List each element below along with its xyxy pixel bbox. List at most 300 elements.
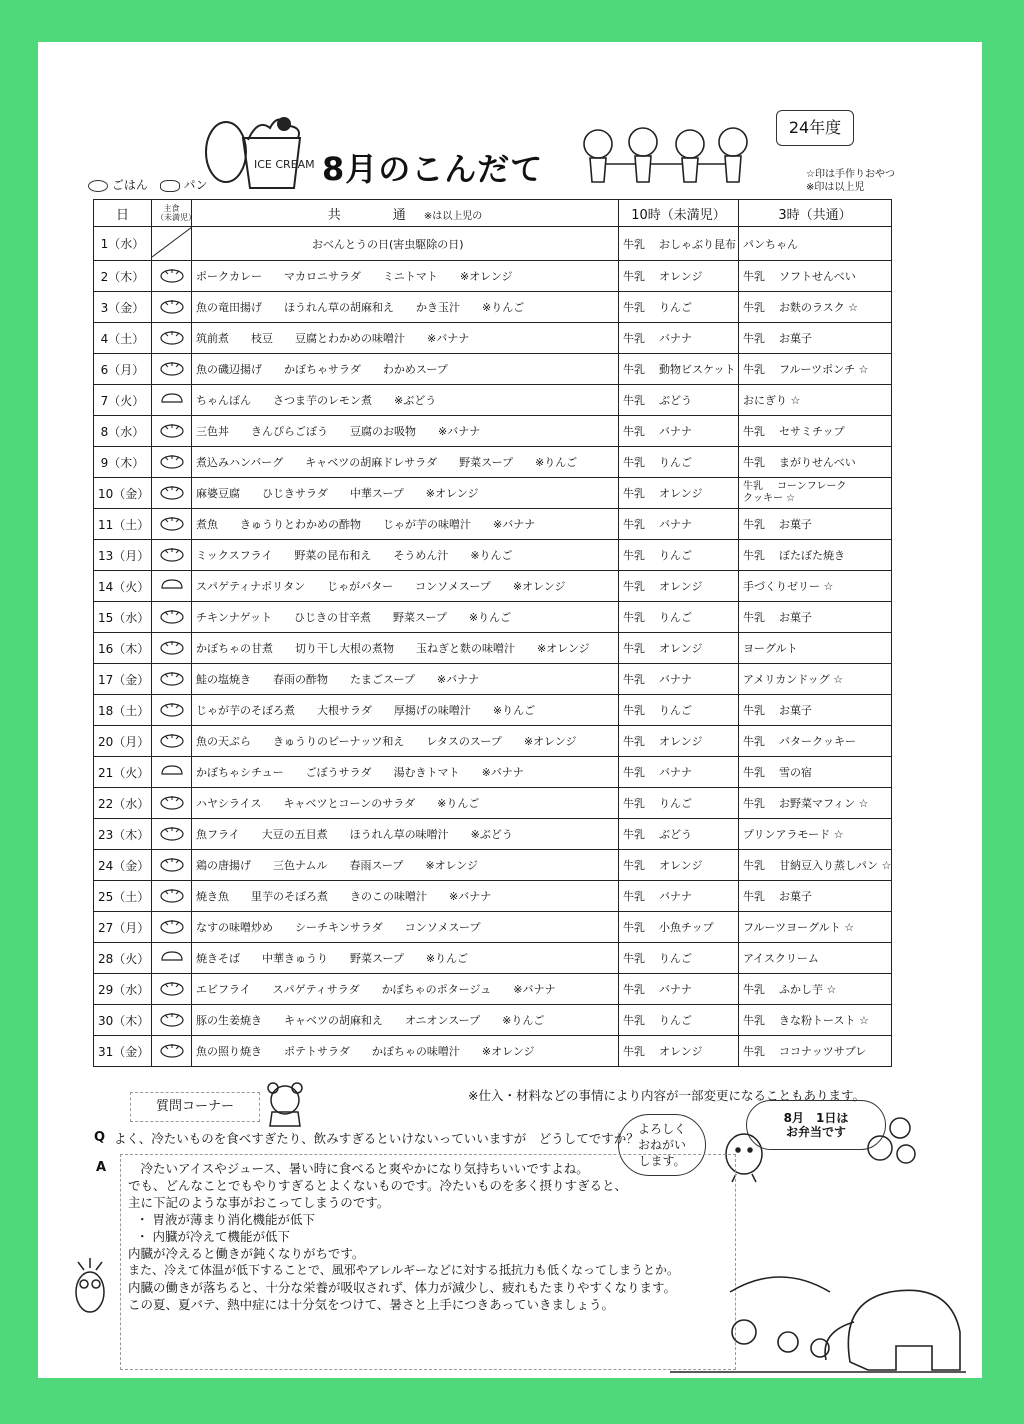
rice-icon <box>159 514 185 532</box>
row-staple <box>152 1005 192 1036</box>
change-notice: ※仕入・材料などの事情により内容が一部変更になることもあります。 <box>468 1088 865 1103</box>
snack-item: 牛乳 <box>623 952 645 965</box>
menu-sheet <box>38 42 982 1378</box>
dish: 野菜スープ <box>350 952 404 965</box>
snack-item: りんご <box>659 952 692 965</box>
snack-item: バナナ <box>659 673 692 686</box>
snack-item: 牛乳 <box>623 983 645 996</box>
row-10am-snack <box>619 509 739 540</box>
row-3pm-snack <box>739 726 892 757</box>
row-3pm-snack <box>739 788 892 819</box>
row-date: 6（月） <box>94 354 152 385</box>
dish: きゅうりとわかめの酢物 <box>240 518 361 531</box>
row-staple <box>152 974 192 1005</box>
snack-item: 牛乳 <box>743 1045 765 1058</box>
snack-item: 牛乳 <box>623 270 645 283</box>
dish: 豚の生姜焼き <box>196 1014 262 1027</box>
dish: かぼちゃの味噌汁 <box>371 1045 460 1058</box>
snack-item: ふかし芋 ☆ <box>779 983 837 996</box>
row-staple <box>152 943 192 974</box>
snack-item: お野菜マフィン ☆ <box>779 797 869 810</box>
rice-icon <box>159 607 185 625</box>
row-staple <box>152 416 192 447</box>
row-staple <box>152 788 192 819</box>
a-label: A <box>96 1160 107 1175</box>
row-date: 17（金） <box>94 664 152 695</box>
row-common-menu <box>192 540 619 571</box>
snack-item: りんご <box>659 1014 692 1027</box>
dish: かぼちゃのポタージュ <box>381 983 492 996</box>
snack-item: お菓子 <box>779 890 812 903</box>
row-common-menu <box>192 943 619 974</box>
row-10am-snack <box>619 788 739 819</box>
dish: じゃがバター <box>327 580 394 593</box>
greeting-bubble: よろしく おねがい します。 <box>618 1114 706 1176</box>
row-3pm-snack <box>739 974 892 1005</box>
row-3pm-snack <box>739 1005 892 1036</box>
rice-icon <box>159 359 185 377</box>
snack-item: ココナッツサブレ <box>779 1045 867 1058</box>
row-common-menu <box>192 664 619 695</box>
dish: 春雨の酢物 <box>273 673 328 686</box>
header-common: 共 通 ※は以上児の <box>192 200 619 227</box>
snack-item: りんご <box>659 549 692 562</box>
snack-item: クッキー ☆ <box>743 493 796 504</box>
menu-table <box>93 199 892 1067</box>
snack-item: お麩のラスク ☆ <box>779 301 859 314</box>
no-staple-slash-icon <box>152 227 192 257</box>
dish: 筑前煮 <box>196 332 229 345</box>
row-10am-snack <box>619 943 739 974</box>
dish: ※オレンジ <box>425 859 479 872</box>
rice-icon <box>159 917 185 935</box>
snack-item: ぶどう <box>659 394 692 407</box>
snack-item: アイスクリーム <box>743 952 819 965</box>
snack-item: プリンアラモード ☆ <box>743 828 844 841</box>
row-staple <box>152 757 192 788</box>
row-date: 18（土） <box>94 695 152 726</box>
dish: エビフライ <box>196 983 251 996</box>
snack-item: きな粉トースト ☆ <box>779 1014 869 1027</box>
row-common-menu <box>192 819 619 850</box>
dish: きのこの味噌汁 <box>350 890 427 903</box>
row-3pm-snack <box>739 943 892 974</box>
dish: ハヤシライス <box>196 797 262 810</box>
bear-icon <box>260 1080 310 1128</box>
bento-day-bubble: 8月 1日は お弁当です <box>746 1100 886 1150</box>
row-10am-snack <box>619 664 739 695</box>
owl-icon <box>68 1254 112 1318</box>
row-3pm-snack <box>739 292 892 323</box>
row-3pm-snack <box>739 664 892 695</box>
row-10am-snack <box>619 974 739 1005</box>
snack-item: バナナ <box>659 425 692 438</box>
dish: コンソメスープ <box>415 580 491 593</box>
q-label: Q <box>94 1130 106 1145</box>
dish: 煮魚 <box>196 518 218 531</box>
row-date: 21（火） <box>94 757 152 788</box>
row-10am-snack <box>619 757 739 788</box>
snack-item: 雪の宿 <box>779 766 812 779</box>
snack-item: 牛乳 <box>743 518 765 531</box>
dish: ※バナナ <box>427 332 470 345</box>
table-row <box>94 602 892 633</box>
row-date: 2（木） <box>94 261 152 292</box>
row-date: 23（木） <box>94 819 152 850</box>
dish: かぼちゃシチュー <box>196 766 284 779</box>
dish: コンソメスープ <box>404 921 481 934</box>
row-common-menu <box>192 726 619 757</box>
table-row <box>94 227 892 261</box>
snack-item: 牛乳 <box>623 1045 645 1058</box>
dish: ひじきサラダ <box>262 487 328 500</box>
handmade-note: ☆印は手作りおやつ <box>806 169 895 180</box>
table-row <box>94 943 892 974</box>
row-date: 20（月） <box>94 726 152 757</box>
dish: 豆腐とわかめの味噌汁 <box>295 332 405 345</box>
dish: ※オレンジ <box>459 270 513 283</box>
snack-item: バナナ <box>659 983 692 996</box>
dish: キャベツとコーンのサラダ <box>283 797 416 810</box>
row-3pm-snack <box>739 881 892 912</box>
dish: ※りんご <box>425 952 469 965</box>
snack-item: オレンジ <box>659 270 703 283</box>
dish: 切り干し大根の煮物 <box>295 642 394 655</box>
row-3pm-snack <box>739 261 892 292</box>
snack-item: 牛乳 <box>623 1014 645 1027</box>
snack-item: 牛乳 <box>623 859 645 872</box>
row-10am-snack <box>619 726 739 757</box>
row-date: 14（火） <box>94 571 152 602</box>
row-common-menu <box>192 385 619 416</box>
row-10am-snack <box>619 227 739 261</box>
row-staple <box>152 1036 192 1067</box>
table-header-row <box>94 200 892 227</box>
bread-icon <box>159 762 185 780</box>
dish: マカロニサラダ <box>284 270 361 283</box>
row-3pm-snack <box>739 540 892 571</box>
row-staple <box>152 571 192 602</box>
row-common-menu <box>192 602 619 633</box>
snack-item: オレンジ <box>659 580 703 593</box>
snack-item: 牛乳 <box>623 921 645 934</box>
row-date: 25（土） <box>94 881 152 912</box>
dish: じゃが芋のそぼろ煮 <box>196 704 295 717</box>
table-row <box>94 850 892 881</box>
row-10am-snack <box>619 881 739 912</box>
row-10am-snack <box>619 695 739 726</box>
dish: 大豆の五目煮 <box>261 828 328 841</box>
snack-item: オレンジ <box>659 735 703 748</box>
row-staple <box>152 602 192 633</box>
row-10am-snack <box>619 633 739 664</box>
dish: 湯むきトマト <box>393 766 460 779</box>
row-staple <box>152 323 192 354</box>
dish: ※バナナ <box>438 425 481 438</box>
row-10am-snack <box>619 912 739 943</box>
rice-icon <box>159 638 185 656</box>
snack-item: オレンジ <box>659 859 703 872</box>
snack-item: 牛乳 <box>623 237 645 251</box>
row-staple <box>152 881 192 912</box>
row-10am-snack <box>619 602 739 633</box>
dish: ひじきの甘辛煮 <box>294 611 372 624</box>
snack-item: 牛乳 <box>623 363 645 376</box>
snack-item: 牛乳 <box>743 983 765 996</box>
table-row <box>94 695 892 726</box>
row-10am-snack <box>619 323 739 354</box>
row-10am-snack <box>619 292 739 323</box>
legend <box>88 176 208 193</box>
snack-item: 牛乳 <box>623 766 645 779</box>
row-date: 1（水） <box>94 227 152 261</box>
snack-item: バナナ <box>659 890 692 903</box>
table-row <box>94 1036 892 1067</box>
row-common-menu <box>192 478 619 509</box>
snack-item: お菓子 <box>779 611 812 624</box>
row-3pm-snack <box>739 819 892 850</box>
row-common-menu <box>192 416 619 447</box>
dish: ※バナナ <box>481 766 524 779</box>
snack-item: おしゃぶり昆布 <box>659 237 736 251</box>
row-10am-snack <box>619 385 739 416</box>
row-common-menu <box>192 292 619 323</box>
row-staple <box>152 385 192 416</box>
dish: 魚の天ぷら <box>196 735 251 748</box>
dish: 玉ねぎと麩の味噌汁 <box>416 642 515 655</box>
snack-item: 牛乳 <box>623 456 645 469</box>
rice-icon <box>159 545 185 563</box>
snack-item: バナナ <box>659 518 692 531</box>
snack-item: 牛乳 <box>623 890 645 903</box>
row-common-menu <box>192 881 619 912</box>
row-staple <box>152 227 192 261</box>
ice-cream-illustration <box>198 110 315 190</box>
row-common-menu <box>192 227 619 261</box>
snack-item: 牛乳 <box>743 611 765 624</box>
snack-item: 牛乳 <box>743 766 765 779</box>
row-date: 22（水） <box>94 788 152 819</box>
row-3pm-snack <box>739 850 892 881</box>
row-common-menu <box>192 695 619 726</box>
page-title: 8月のこんだて <box>322 150 544 188</box>
snack-item: 牛乳 <box>623 487 645 500</box>
snack-item: コーンフレーク <box>777 481 847 492</box>
row-common-menu <box>192 633 619 664</box>
snack-item: お菓子 <box>779 704 812 717</box>
snack-item: 牛乳 <box>623 394 645 407</box>
dish: 焼き魚 <box>196 890 229 903</box>
row-3pm-snack <box>739 912 892 943</box>
dish: ほうれん草の胡麻和え <box>284 301 394 314</box>
row-staple <box>152 912 192 943</box>
row-common-menu <box>192 974 619 1005</box>
row-date: 15（水） <box>94 602 152 633</box>
row-date: 4（土） <box>94 323 152 354</box>
rice-icon <box>159 328 185 346</box>
table-row <box>94 571 892 602</box>
snack-item: パンちゃん <box>743 237 798 251</box>
row-3pm-snack <box>739 416 892 447</box>
snack-item: 牛乳 <box>623 580 645 593</box>
row-3pm-snack <box>739 757 892 788</box>
row-3pm-snack <box>739 354 892 385</box>
table-row <box>94 974 892 1005</box>
snack-item: 牛乳 <box>743 890 765 903</box>
dish: 枝豆 <box>251 332 273 345</box>
dish: 大根サラダ <box>317 704 372 717</box>
answer-text: 冷たいアイスやジュース、暑い時に食べると爽やかになり気持ちいいですよね。 でも、どんなことでもやりすぎるとよくないものです。冷たいものを多く摂りすぎると、 主に下記のような事がおこってしまうのです。 ・ 胃液が薄まり消化機能が低下 ・ 内臓が冷えて機能が低下 内臓が冷えると働きが鈍くなりがちです。 また、冷えて体温が低下することで、風邪やアレルギーなどに対する抵抗力も低くなってしまうとか。 内臓の働きが落ちると、十分な栄養が吸収されず、体力が減少し、疲れもたまりやすくなります。 この夏、夏バテ、熱中症には十分気をつけて、暑さと上手につきあっていきましょう。 <box>128 1161 679 1312</box>
rice-icon <box>159 731 185 749</box>
row-staple <box>152 850 192 881</box>
snack-item: りんご <box>659 797 692 810</box>
dish: ポークカレー <box>196 270 262 283</box>
row-common-menu <box>192 354 619 385</box>
kids-illustration <box>568 124 758 192</box>
dish: 焼きそば <box>196 952 240 965</box>
row-staple <box>152 633 192 664</box>
dish: キャベツの胡麻ドレサラダ <box>305 456 438 469</box>
snack-item: ヨーグルト <box>743 642 798 655</box>
dish: たまごスープ <box>350 673 415 686</box>
row-common-menu <box>192 788 619 819</box>
row-common-menu <box>192 850 619 881</box>
row-3pm-snack <box>739 1036 892 1067</box>
snack-item: 牛乳 <box>743 270 765 283</box>
dish: 鶏の唐揚げ <box>196 859 251 872</box>
dish: かぼちゃの甘煮 <box>196 642 273 655</box>
dish: ※オレンジ <box>523 735 577 748</box>
dish: 豆腐のお吸物 <box>350 425 416 438</box>
dish: 麻婆豆腐 <box>196 487 240 500</box>
row-common-menu <box>192 1005 619 1036</box>
table-row <box>94 354 892 385</box>
dish: スパゲティサラダ <box>272 983 360 996</box>
table-row <box>94 1005 892 1036</box>
table-row <box>94 912 892 943</box>
snack-item: 牛乳 <box>623 301 645 314</box>
rice-icon <box>159 421 185 439</box>
dish: 春雨スープ <box>349 859 404 872</box>
svg-text:ICE CREAM: ICE CREAM <box>254 158 315 171</box>
dish: 里芋のそぼろ煮 <box>251 890 328 903</box>
row-10am-snack <box>619 571 739 602</box>
dish: おべんとうの日(害虫駆除の日) <box>312 237 464 251</box>
bread-icon <box>159 948 185 966</box>
table-row <box>94 633 892 664</box>
row-10am-snack <box>619 447 739 478</box>
snack-item: ぼたぼた焼き <box>779 549 845 562</box>
snack-item: フルーツヨーグルト ☆ <box>743 921 855 934</box>
snack-item: 牛乳 <box>623 611 645 624</box>
snack-item: 牛乳 <box>743 456 765 469</box>
row-date: 3（金） <box>94 292 152 323</box>
row-3pm-snack <box>739 385 892 416</box>
row-10am-snack <box>619 1005 739 1036</box>
row-staple <box>152 447 192 478</box>
dish: オニオンスープ <box>405 1014 481 1027</box>
dish: ちゃんぽん <box>196 394 251 407</box>
row-staple <box>152 261 192 292</box>
question-text: よく、冷たいものを食べすぎたり、飲みすぎるといけないっていいますが どうしてですか？ <box>114 1131 639 1146</box>
row-date: 27（月） <box>94 912 152 943</box>
table-row <box>94 385 892 416</box>
row-common-menu <box>192 323 619 354</box>
rice-icon <box>159 669 185 687</box>
snack-item: りんご <box>659 611 692 624</box>
rice-icon <box>159 266 185 284</box>
snack-item: 牛乳 <box>623 425 645 438</box>
dish: そうめん汁 <box>393 549 449 562</box>
row-3pm-snack <box>739 447 892 478</box>
snack-item: 甘納豆入り蒸しパン ☆ <box>779 859 892 872</box>
row-date: 11（土） <box>94 509 152 540</box>
table-row <box>94 323 892 354</box>
table-row <box>94 881 892 912</box>
snack-item: 牛乳 <box>623 642 645 655</box>
bird-fruit-icon <box>864 1108 920 1168</box>
snack-item: 手づくりゼリー ☆ <box>743 580 834 593</box>
snack-item: 牛乳 <box>623 828 645 841</box>
row-3pm-snack <box>739 602 892 633</box>
rice-icon <box>159 297 185 315</box>
table-row <box>94 478 892 509</box>
bread-icon <box>159 576 185 594</box>
row-common-menu <box>192 571 619 602</box>
snack-item: バナナ <box>659 332 692 345</box>
row-common-menu <box>192 1036 619 1067</box>
table-row <box>94 757 892 788</box>
row-staple <box>152 478 192 509</box>
snack-item: 牛乳 <box>743 425 765 438</box>
snack-item: りんご <box>659 301 692 314</box>
dish: スパゲティナポリタン <box>196 580 306 593</box>
rice-icon <box>159 452 185 470</box>
row-common-menu <box>192 447 619 478</box>
row-staple <box>152 819 192 850</box>
row-common-menu <box>192 261 619 292</box>
row-staple <box>152 354 192 385</box>
legend-rice-label: ごはん <box>111 178 148 192</box>
row-date: 7（火） <box>94 385 152 416</box>
table-row <box>94 540 892 571</box>
header-3pm: 3時（共通） <box>739 200 892 227</box>
snack-item: セサミチップ <box>779 425 845 438</box>
snack-item: 牛乳 <box>743 797 765 810</box>
snack-item: 牛乳 <box>623 797 645 810</box>
rice-icon <box>159 979 185 997</box>
dish: きんぴらごぼう <box>251 425 328 438</box>
rice-icon <box>159 793 185 811</box>
snack-item: オレンジ <box>659 1045 703 1058</box>
dish: ※りんご <box>468 611 512 624</box>
row-staple <box>152 695 192 726</box>
dish: じゃが芋の味噌汁 <box>383 518 471 531</box>
bread-icon <box>160 180 180 192</box>
snack-item: お菓子 <box>779 518 812 531</box>
table-row <box>94 788 892 819</box>
dish: ※りんご <box>492 704 536 717</box>
dish: 野菜の昆布和え <box>294 549 372 562</box>
table-row <box>94 819 892 850</box>
dish: 野菜スープ <box>393 611 447 624</box>
snack-item: 牛乳 <box>743 859 765 872</box>
row-staple <box>152 664 192 695</box>
snack-item: 牛乳 <box>743 704 765 717</box>
dish: 中華スープ <box>349 487 404 500</box>
row-staple <box>152 292 192 323</box>
snack-item: 牛乳 <box>743 549 765 562</box>
